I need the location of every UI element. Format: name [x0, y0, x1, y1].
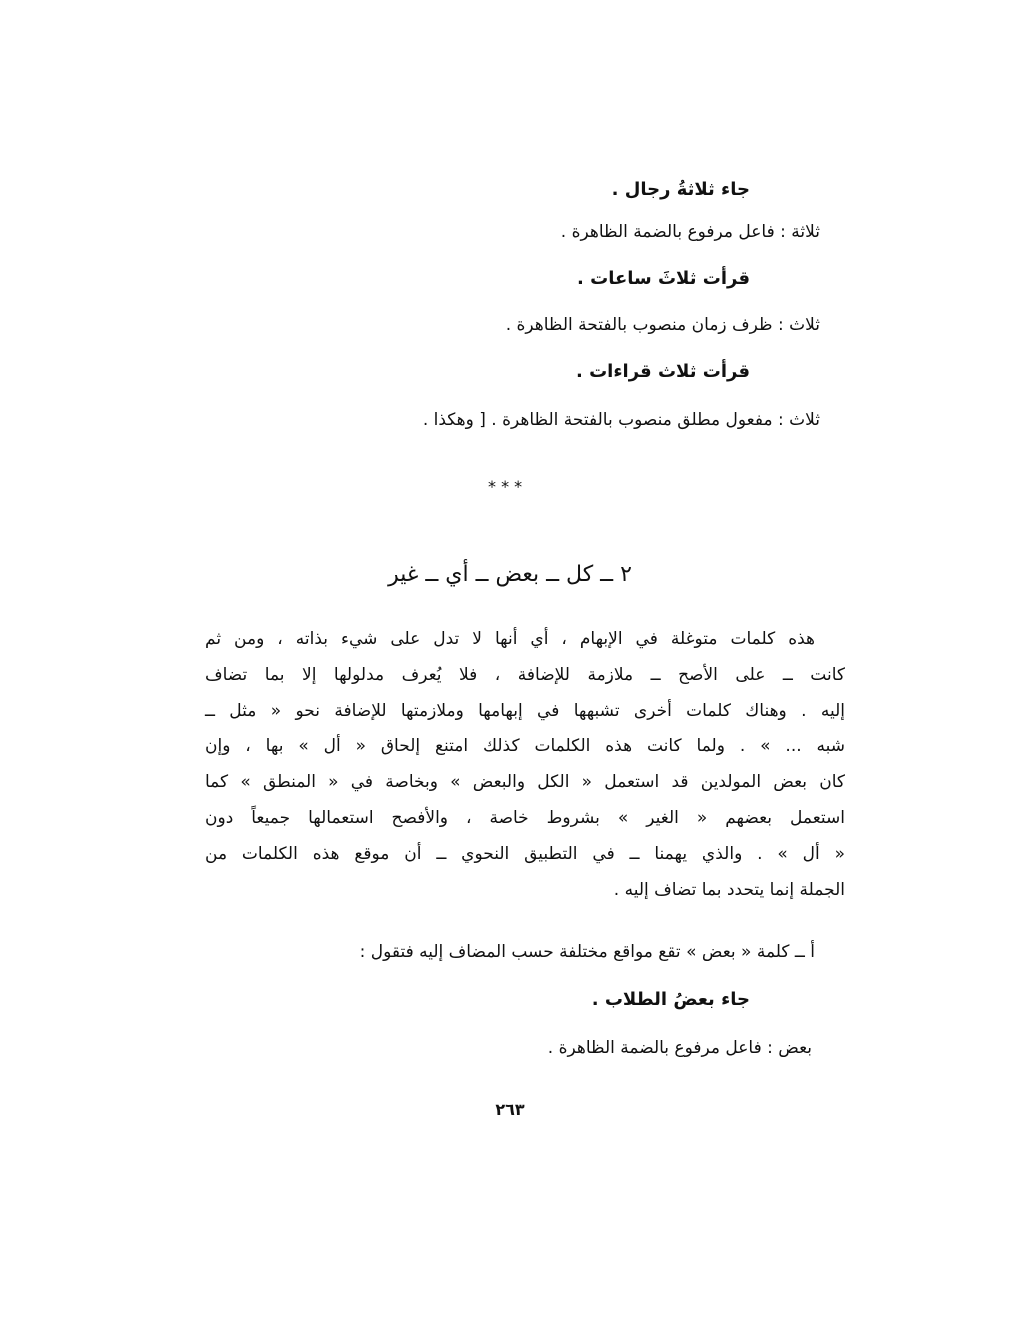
paragraph-line: استعمل بعضهم « الغير » بشروط خاصة ، والأفصح استعمالها جميعاً دون — [205, 807, 845, 828]
paragraph-line: كان بعض المولدين قد استعمل « الكل والبعض » وبخاصة في « المنطق » كما — [205, 772, 845, 793]
paragraph-line: كانت ــ على الأصح ــ ملازمة للإضافة ، فلا يُعرف مدلولها إلا بما تضاف — [205, 664, 845, 685]
paragraph-line: إليه . وهناك كلمات أخرى تشبهها في إبهامها وملازمتها للإضافة نحو « مثل ــ — [205, 700, 845, 721]
paragraph-line: « أل » . والذي يهمنا ــ في التطبيق النحوي ــ أن موقع هذه الكلمات من — [205, 843, 845, 864]
example-analysis-3: ثلاث : مفعول مطلق منصوب بالفتحة الظاهرة . [ وهكذا . — [422, 410, 820, 430]
subsection-sentence: جاء بعضُ الطلاب . — [591, 989, 750, 1010]
paragraph-line: هذه كلمات متوغلة في الإبهام ، أي أنها لا تدل على شيء بذاته ، ومن ثم — [205, 629, 815, 649]
page-number: ٢٦٣ — [495, 1100, 525, 1119]
subsection-analysis: بعض : فاعل مرفوع بالضمة الظاهرة . — [547, 1038, 812, 1058]
subsection-intro: أ ــ كلمة « بعض » تقع مواقع مختلفة حسب المضاف إليه فتقول : — [359, 942, 815, 962]
example-sentence-1: جاء ثلاثةُ رجال . — [611, 179, 750, 200]
example-sentence-3: قرأت ثلاث قراءات . — [575, 361, 750, 382]
example-analysis-2: ثلاث : ظرف زمان منصوب بالفتحة الظاهرة . — [505, 315, 820, 335]
paragraph-line: شبه ... » . ولما كانت هذه الكلمات كذلك امتنع إلحاق « أل » بها ، وإن — [205, 736, 845, 757]
paragraph-line: الجملة إنما يتحدد بما تضاف إليه . — [613, 879, 845, 900]
example-analysis-1: ثلاثة : فاعل مرفوع بالضمة الظاهرة . — [560, 222, 820, 242]
section-heading: ٢ ــ كل ــ بعض ــ أي ــ غير — [388, 562, 632, 587]
example-sentence-2: قرأت ثلاثَ ساعات . — [577, 268, 750, 289]
section-separator: * * * — [488, 477, 523, 496]
body-paragraph — [205, 622, 845, 908]
